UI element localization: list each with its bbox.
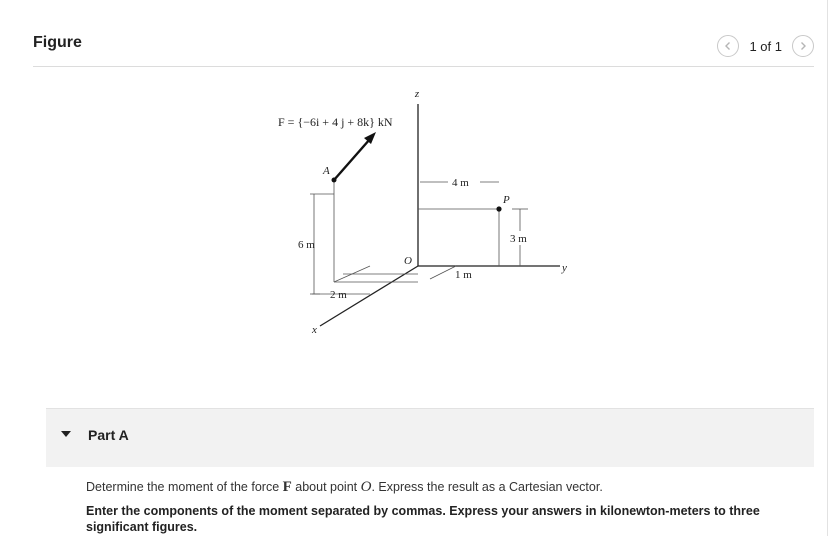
point-a-label: A	[323, 165, 330, 177]
header-divider	[33, 66, 814, 67]
point-o-symbol: O	[360, 479, 372, 495]
dim-1m-label: 1 m	[455, 269, 472, 281]
origin-label: O	[404, 255, 412, 267]
figure-title: Figure	[33, 34, 82, 51]
pager-text: 1 of 1	[749, 38, 782, 54]
triangle-down-icon	[60, 429, 72, 439]
mechanics-figure	[260, 82, 590, 342]
answer-instructions: Enter the components of the moment separated by commas. Express your answers in kilonewton-meters to three significant figures.	[86, 504, 760, 534]
figure-pager	[717, 34, 814, 58]
dim-2m-label: 2 m	[330, 289, 347, 301]
point-p-label: P	[503, 194, 510, 206]
force-label: F = {−6i + 4 j + 8k} kN	[278, 115, 393, 129]
force-arrow	[334, 139, 370, 180]
part-a-label: Part A	[88, 427, 129, 443]
prev-figure-button[interactable]	[717, 35, 739, 57]
question-text-start: Determine the moment of the force	[86, 480, 283, 494]
chevron-left-icon	[723, 41, 733, 51]
z-axis-label: z	[414, 88, 420, 100]
dim-4m-label: 4 m	[452, 177, 469, 189]
dim-6m-label: 6 m	[298, 239, 315, 251]
question-text-mid: about point	[291, 480, 361, 494]
next-figure-button[interactable]	[792, 35, 814, 57]
force-symbol: F	[282, 479, 292, 495]
y-axis-label: y	[562, 262, 567, 274]
dim-3m-label: 3 m	[510, 233, 527, 245]
dim-1m-line	[430, 266, 456, 279]
x-axis-label: x	[312, 324, 317, 336]
point-p	[496, 206, 501, 211]
question-text-end: . Express the result as a Cartesian vector.	[371, 480, 603, 494]
part-a-header[interactable]	[46, 408, 814, 467]
question-text	[86, 479, 603, 496]
chevron-right-icon	[798, 41, 808, 51]
